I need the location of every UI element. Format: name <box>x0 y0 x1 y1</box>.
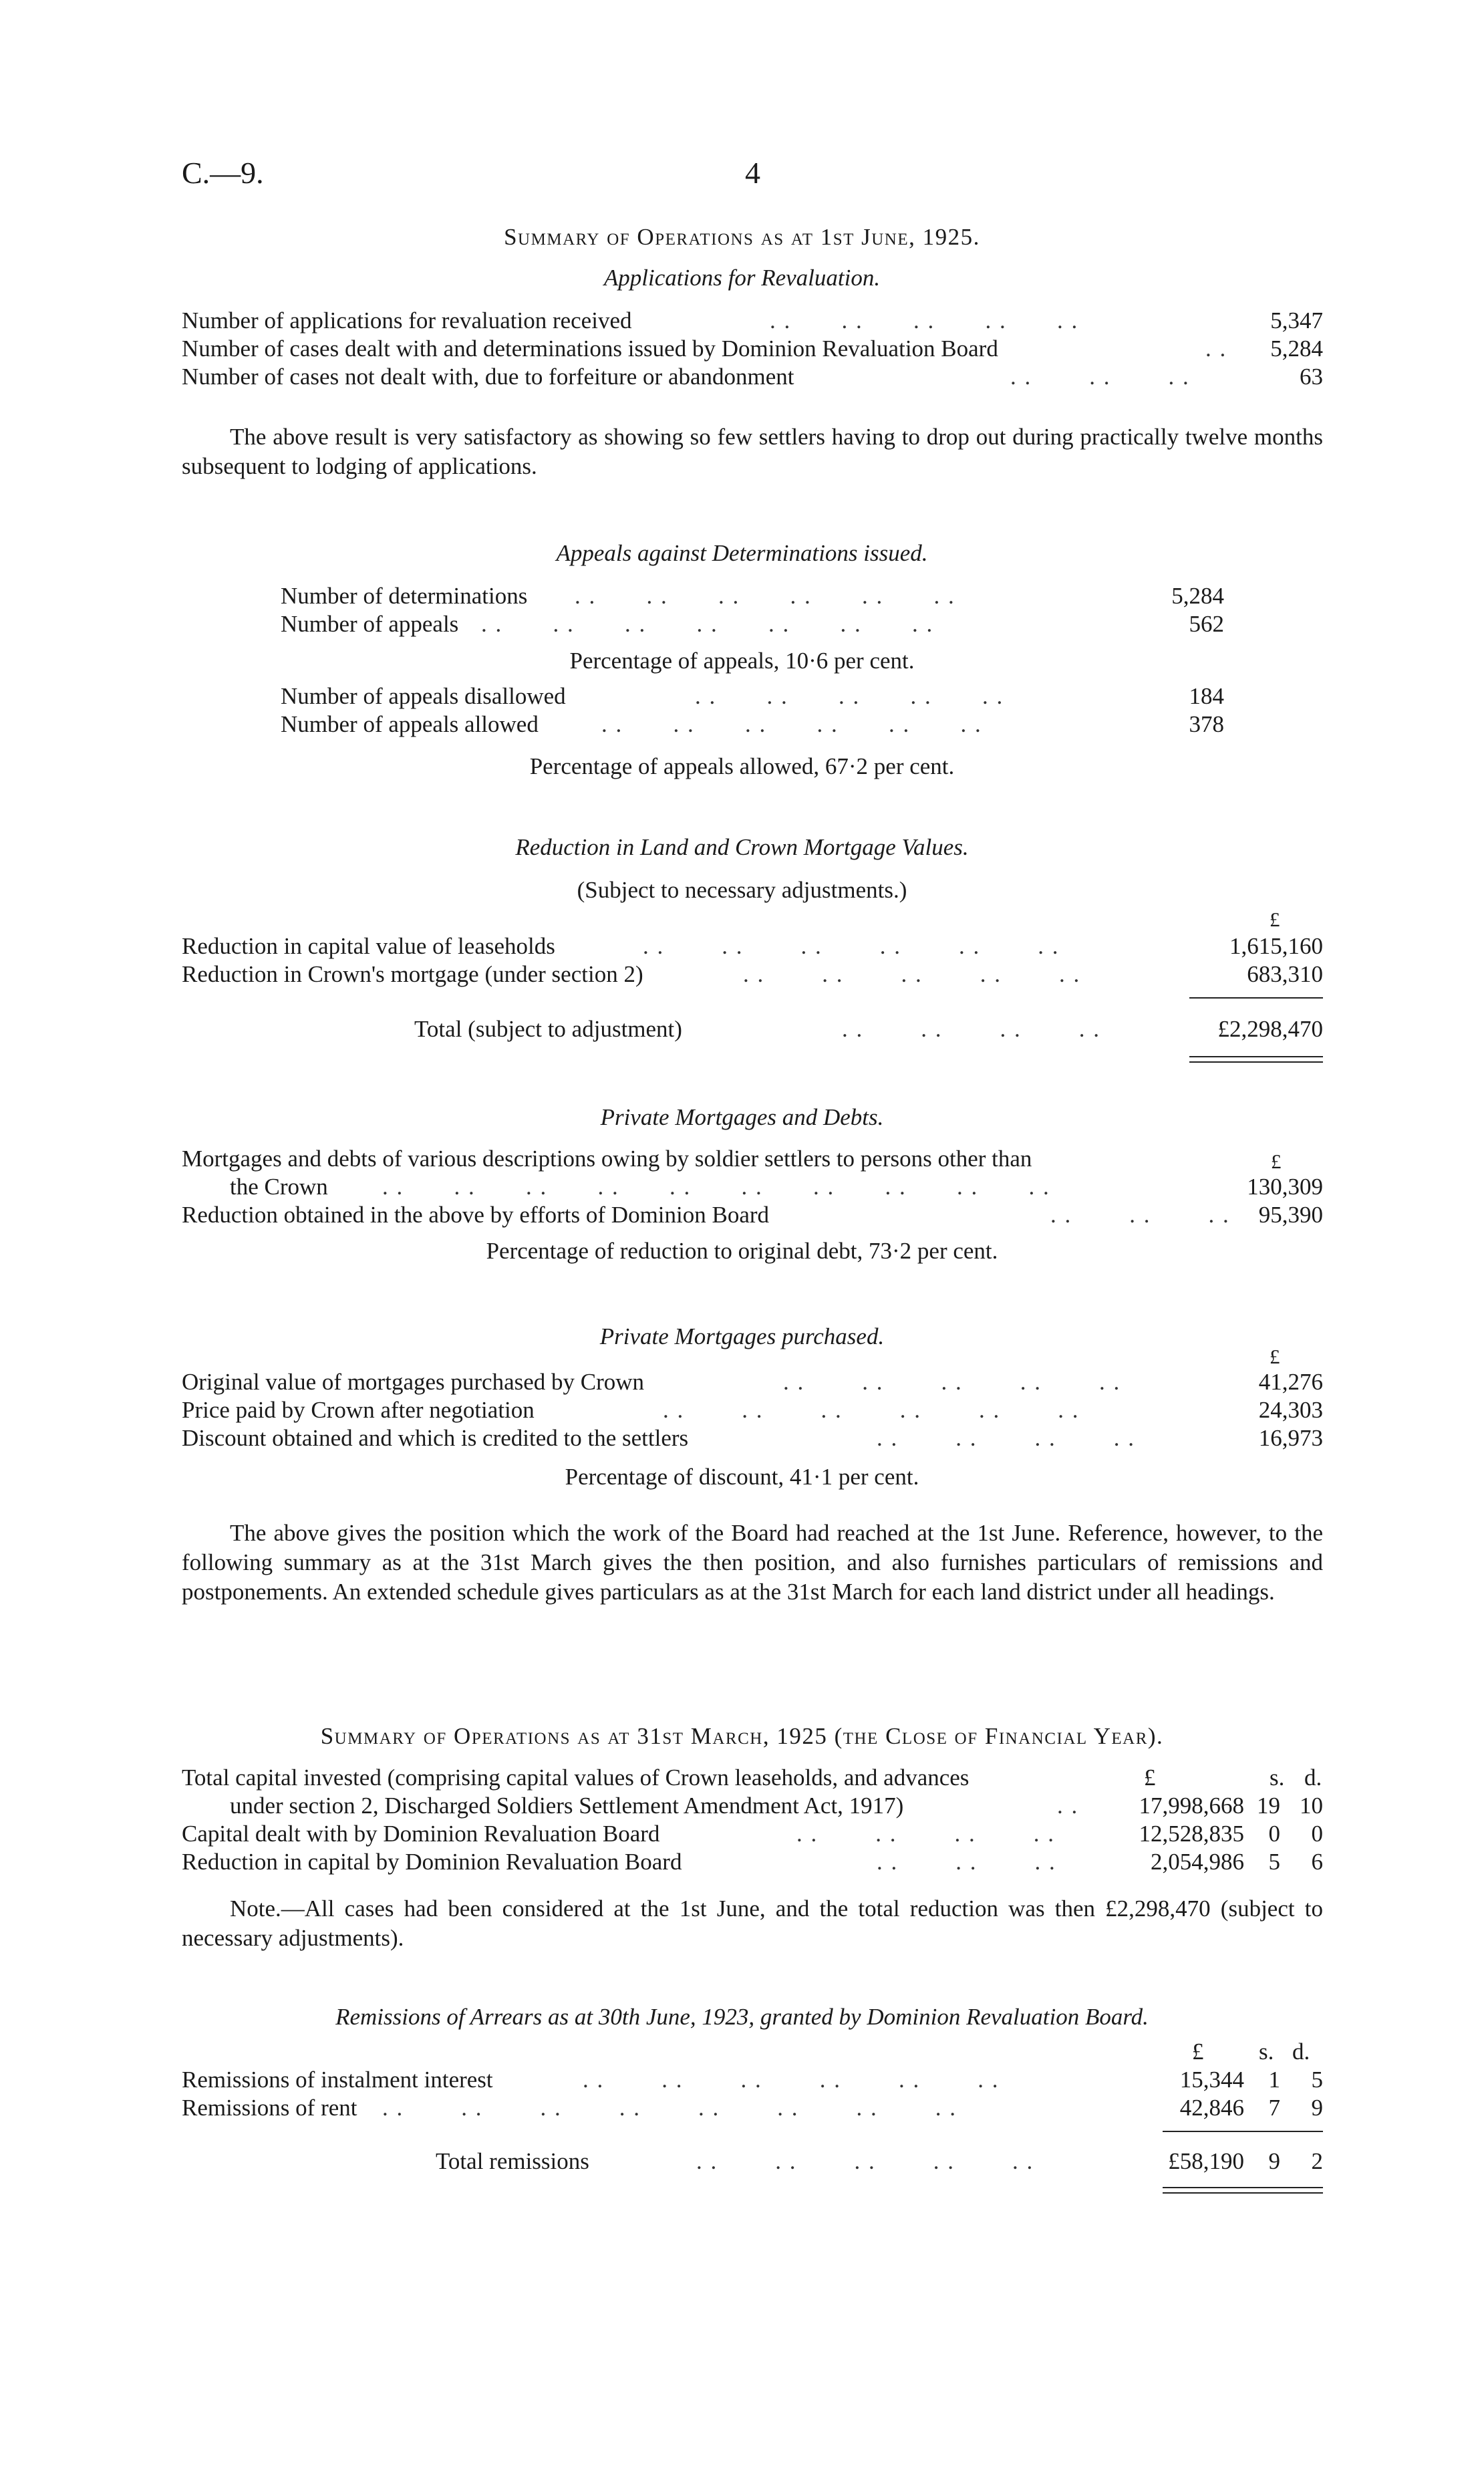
private-mortgages-heading: Private Mortgages and Debts. <box>600 1104 884 1130</box>
pounds-value: 17,998,668 <box>1139 1793 1244 1819</box>
currency-label: £ <box>1271 1150 1282 1173</box>
row-label: Number of appeals disallowed <box>281 683 566 709</box>
row-label: Number of appeals <box>281 611 459 637</box>
column-header-shillings: s. <box>1259 2039 1274 2065</box>
leader-dots: . . . . . . . . . . . . <box>663 1397 1080 1423</box>
row-label: Remissions of rent <box>182 2095 357 2121</box>
remissions-heading: Remissions of Arrears as at 30th June, 1923, granted by Dominion Revaluation Board. <box>335 2004 1149 2030</box>
reduction-heading: Reduction in Land and Crown Mortgage Values. <box>515 834 969 860</box>
total-double-rule <box>1189 1056 1323 1063</box>
pence-value: 10 <box>1300 1793 1323 1819</box>
row-label: Reduction in Crown's mortgage (under section 2) <box>182 961 643 987</box>
row-label: Total capital invested (comprising capital values of Crown leaseholds, and advances <box>182 1764 970 1791</box>
currency-label: £ <box>1270 1345 1280 1368</box>
private-mortgages-row <box>182 1200 1323 1230</box>
row-label: Capital dealt with by Dominion Revaluation Board <box>182 1821 660 1847</box>
leader-dots: . . . . . . . . . . <box>696 2148 1034 2174</box>
row-label: Reduction obtained in the above by efforts of Dominion Board <box>182 1202 770 1228</box>
subtotal-rule <box>1163 2131 1323 2132</box>
column-header-pounds: £ <box>1192 2039 1204 2065</box>
row-label: Original value of mortgages purchased by Crown <box>182 1369 645 1395</box>
leader-dots: . . . . . . <box>1050 1202 1230 1228</box>
remissions-row <box>182 2065 1323 2095</box>
row-value: 130,309 <box>1247 1174 1323 1200</box>
private-mortgages-row-continued <box>182 1172 1323 1202</box>
row-label: under section 2, Discharged Soldiers Settlement Amendment Act, 1917) <box>230 1793 904 1819</box>
appeals-percentage: Percentage of appeals, 10·6 per cent. <box>569 648 915 674</box>
page-number: 4 <box>745 156 760 190</box>
total-double-rule <box>1163 2187 1323 2194</box>
row-value: 63 <box>1300 364 1323 390</box>
applications-row <box>182 306 1323 336</box>
row-label: Discount obtained and which is credited to the settlers <box>182 1425 689 1451</box>
appeals-row <box>281 710 1224 739</box>
pounds-value: £58,190 <box>1168 2148 1244 2174</box>
pounds-value: 12,528,835 <box>1139 1821 1244 1847</box>
appeals-heading: Appeals against Determinations issued. <box>556 540 928 566</box>
leader-dots: . . . . . . . . <box>877 1425 1135 1451</box>
pounds-value: 2,054,986 <box>1151 1849 1244 1875</box>
leader-dots: . . . . . . . . . . <box>770 307 1079 334</box>
pounds-value: 42,846 <box>1179 2095 1244 2121</box>
row-value: 95,390 <box>1258 1202 1323 1228</box>
march-row <box>182 1847 1323 1877</box>
row-value: 5,284 <box>1171 583 1224 609</box>
remissions-row <box>182 2093 1323 2123</box>
summary-march-title: Summary of Operations as at 31st March, 1925 (the Close of Financial Year). <box>320 1723 1164 1749</box>
row-label: Number of appeals allowed <box>281 711 539 737</box>
private-mortgages-row <box>182 1144 1323 1174</box>
remissions-total-row <box>436 2147 1323 2176</box>
row-label: Mortgages and debts of various descriptions owing by soldier settlers to persons other than <box>182 1146 1032 1172</box>
leader-dots: . . . . . . . . . . <box>743 961 1081 987</box>
row-value: 378 <box>1189 711 1224 737</box>
mortgages-purchased-row <box>182 1396 1323 1425</box>
row-value: 683,310 <box>1247 961 1323 987</box>
document-reference: C.—9. <box>182 156 264 190</box>
remissions-column-headers <box>182 2037 1323 2067</box>
row-label: Number of determinations <box>281 583 528 609</box>
row-label: Reduction in capital value of leaseholds <box>182 933 555 959</box>
mortgages-purchased-row <box>182 1424 1323 1453</box>
leader-dots: . . . . . . . . . . <box>783 1369 1121 1395</box>
applications-row <box>182 362 1323 392</box>
shillings-value: 1 <box>1268 2067 1280 2093</box>
leader-dots: . . . . . . . . <box>796 1821 1055 1847</box>
reduction-subheading: (Subject to necessary adjustments.) <box>577 877 907 903</box>
leader-dots: . . . . . . <box>877 1849 1056 1875</box>
march-row <box>182 1763 1323 1793</box>
row-value: 16,973 <box>1258 1425 1323 1451</box>
row-value: 5,284 <box>1270 336 1323 362</box>
row-value: 184 <box>1189 683 1224 709</box>
pence-value: 6 <box>1311 1849 1323 1875</box>
closing-paragraph: The above gives the position which the work of the Board had reached at the 1st June. Reference, however, to the following summary as at the 31st March gives the then position, and also furnishes particulars of remissions and postponements. An extended schedule gives particulars as at the 31st March for each land district under all headings. <box>182 1520 1323 1605</box>
total-value: £2,298,470 <box>1217 1016 1323 1042</box>
row-value: 5,347 <box>1270 307 1323 334</box>
currency-label: £ <box>1270 908 1280 931</box>
row-value: 41,276 <box>1258 1369 1323 1395</box>
leader-dots: . . <box>1205 336 1227 362</box>
leader-dots: . . . . . . . . . . <box>695 683 1004 709</box>
row-value: 562 <box>1189 611 1224 637</box>
applications-heading: Applications for Revaluation. <box>603 265 881 291</box>
leader-dots: . . <box>1057 1793 1079 1819</box>
applications-comment: The above result is very satisfactory as showing so few settlers having to drop out during practically twelve months subsequent to lodging of applications. <box>182 424 1323 479</box>
leader-dots: . . . . . . <box>1010 364 1190 390</box>
shillings-value: 0 <box>1268 1821 1280 1847</box>
march-note: Note.—All cases had been considered at the 1st June, and the total reduction was then £2,298,470 (subject to necessary adjustments). <box>182 1895 1323 1951</box>
discount-percentage: Percentage of discount, 41·1 per cent. <box>565 1464 919 1490</box>
appeals-row <box>281 682 1224 711</box>
appeals-row <box>281 610 1224 639</box>
leader-dots: . . . . . . . . . . . . . . . . . . . . <box>382 1174 1050 1200</box>
mortgages-purchased-row <box>182 1367 1323 1397</box>
row-value: 1,615,160 <box>1229 933 1323 959</box>
leader-dots: . . . . . . . . . . . . <box>575 583 955 609</box>
shillings-value: 9 <box>1268 2148 1280 2174</box>
pounds-value: 15,344 <box>1179 2067 1244 2093</box>
pence-value: 5 <box>1311 2067 1323 2093</box>
leader-dots: . . . . . . . . . . . . . . <box>481 611 934 637</box>
shillings-value: 7 <box>1268 2095 1280 2121</box>
row-label: the Crown <box>230 1174 328 1200</box>
column-header-pounds: £ <box>1144 1764 1156 1791</box>
reduction-total-row <box>414 1015 1323 1044</box>
column-header-pence: d. <box>1304 1764 1322 1791</box>
pence-value: 0 <box>1311 1821 1323 1847</box>
leader-dots: . . . . . . . . . . . . <box>601 711 982 737</box>
total-label: Total (subject to adjustment) <box>414 1016 682 1042</box>
shillings-value: 19 <box>1257 1793 1280 1819</box>
leader-dots: . . . . . . . . <box>842 1016 1100 1042</box>
leader-dots: . . . . . . . . . . . . <box>643 933 1060 959</box>
private-mortgages-percentage: Percentage of reduction to original debt, 73·2 per cent. <box>486 1238 998 1264</box>
row-label: Number of applications for revaluation received <box>182 307 632 334</box>
leader-dots: . . . . . . . . . . . . . . . . <box>382 2095 957 2121</box>
column-header-pence: d. <box>1292 2039 1310 2065</box>
applications-row <box>182 334 1323 364</box>
mortgages-purchased-heading: Private Mortgages purchased. <box>599 1323 885 1349</box>
pence-value: 2 <box>1311 2148 1323 2174</box>
march-row-continued <box>182 1791 1323 1821</box>
summary-june-title: Summary of Operations as at 1st June, 1925. <box>504 224 980 250</box>
total-label: Total remissions <box>436 2148 589 2174</box>
shillings-value: 5 <box>1268 1849 1280 1875</box>
reduction-row <box>182 960 1323 989</box>
column-header-shillings: s. <box>1270 1764 1285 1791</box>
row-label: Remissions of instalment interest <box>182 2067 493 2093</box>
subtotal-rule <box>1189 997 1323 999</box>
row-value: 24,303 <box>1258 1397 1323 1423</box>
leader-dots: . . . . . . . . . . . . <box>583 2067 1000 2093</box>
row-label: Number of cases not dealt with, due to forfeiture or abandonment <box>182 364 794 390</box>
appeals-allowed-percentage: Percentage of appeals allowed, 67·2 per cent. <box>529 753 955 779</box>
reduction-row <box>182 932 1323 961</box>
row-label: Number of cases dealt with and determinations issued by Dominion Revaluation Board <box>182 336 998 362</box>
row-label: Reduction in capital by Dominion Revaluation Board <box>182 1849 682 1875</box>
row-label: Price paid by Crown after negotiation <box>182 1397 535 1423</box>
appeals-row <box>281 581 1224 611</box>
march-row <box>182 1819 1323 1849</box>
pence-value: 9 <box>1311 2095 1323 2121</box>
